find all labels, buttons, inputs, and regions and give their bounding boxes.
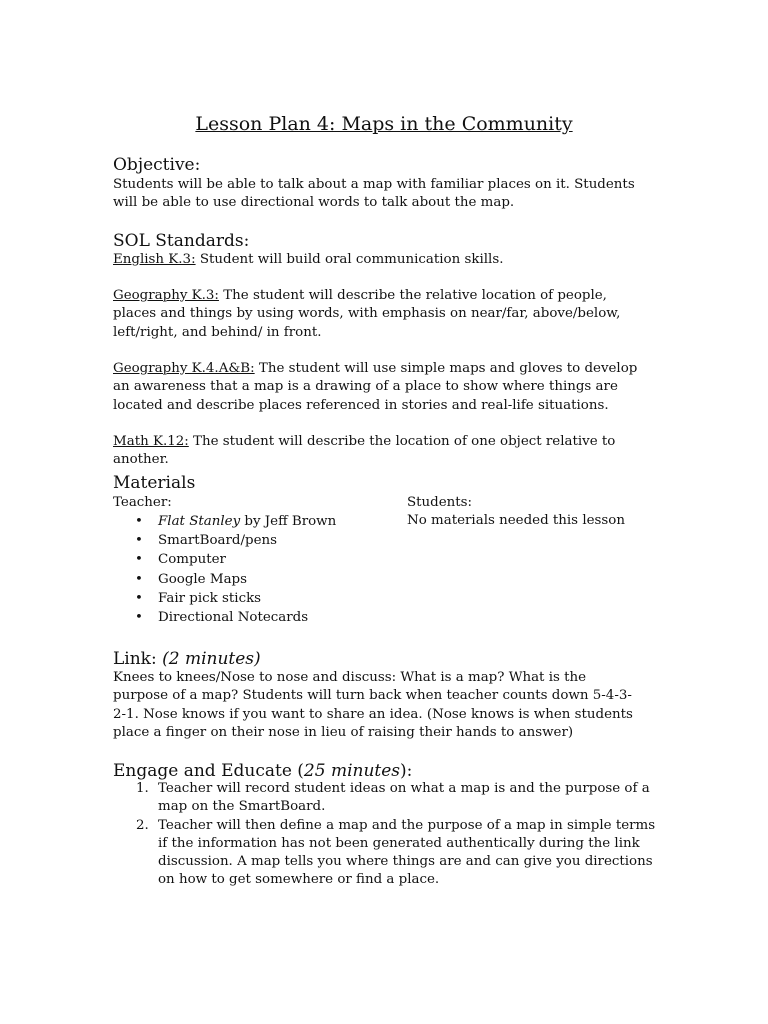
step-number: 1. [136, 781, 149, 796]
objective-heading: Objective: [113, 155, 201, 175]
standard-geography-k4 [113, 360, 653, 415]
step-text: Teacher will record student ideas on what a map is and the purpose of a map on the SmartBoard. [158, 781, 650, 815]
engage-heading-end: ): [400, 761, 413, 781]
step-text: Teacher will then define a map and the purpose of a map in simple terms if the information has not been generated authentically during the link discussion. A map tells you where things are and can give you directions on how to get somewhere or find a place. [158, 817, 656, 888]
standard-label: Geography K.3: [113, 288, 219, 303]
engage-duration: 25 minutes [303, 761, 401, 781]
step-number: 2. [136, 817, 149, 833]
list-item-text: Google Maps [158, 571, 247, 587]
standard-label: English K.3: [113, 252, 196, 267]
engage-steps-list [113, 780, 658, 890]
page-title: Lesson Plan 4: Maps in the Community [195, 113, 573, 135]
list-item-text: Fair pick sticks [158, 590, 262, 606]
students-label: Students: [407, 495, 473, 510]
list-item [113, 570, 336, 589]
list-item-text: Directional Notecards [158, 610, 309, 626]
objective-text: Students will be able to talk about a map with familiar places on it. Students will be able to use directional words to talk about the map. [113, 177, 635, 211]
standard-geography-k3 [113, 287, 653, 342]
list-item [113, 531, 336, 550]
list-item-text: Computer [158, 552, 226, 568]
standard-text: The student will use simple maps and gloves to develop an awareness that a map is a drawing of a place to show where things are located and describe places referenced in stories and real-life situations. [113, 361, 638, 413]
list-item [113, 817, 658, 890]
list-item [113, 512, 336, 531]
list-item-text: by Jeff Brown [240, 514, 337, 529]
teacher-label: Teacher: [113, 495, 172, 510]
book-title: Flat Stanley [158, 514, 241, 529]
engage-heading [113, 760, 412, 782]
standard-english-k3 [113, 251, 653, 269]
list-item [113, 589, 336, 608]
teacher-materials-list [113, 512, 336, 627]
link-text: Knees to knees/Nose to nose and discuss: What is a map? What is the purpose of a map? Students will turn back when teacher counts down 5-4-3-2-1. Nose knows if you want to share an idea. (Nose knows is when students place a finger on their nose in lieu of raising their hands to answer) [113, 670, 633, 740]
link-heading-text: Link: [113, 649, 163, 669]
standard-label: Geography K.4.A&B: [113, 361, 255, 376]
standard-text: The student will describe the location of one object relative to another. [113, 434, 616, 468]
link-duration: (2 minutes) [162, 649, 261, 669]
standard-text: The student will describe the relative location of people, places and things by using words, with emphasis on near/far, above/below, left/right, and behind/ in front. [113, 288, 621, 340]
list-item-text: SmartBoard/pens [158, 533, 277, 549]
standard-text: Student will build oral communication skills. [195, 252, 504, 267]
materials-heading: Materials [113, 473, 196, 493]
list-item [113, 780, 658, 817]
sol-heading: SOL Standards: [113, 231, 250, 251]
engage-heading-text: Engage and Educate ( [113, 761, 304, 781]
list-item [113, 550, 336, 569]
standard-math-k12 [113, 433, 653, 470]
link-heading [113, 648, 261, 670]
students-materials-text: No materials needed this lesson [407, 513, 625, 528]
list-item [113, 608, 336, 627]
standard-label: Math K.12: [113, 434, 189, 449]
